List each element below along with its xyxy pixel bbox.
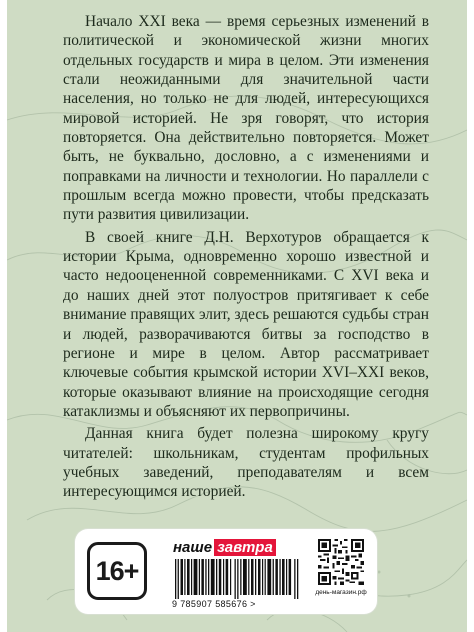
publisher-logo-part-1: наше [173, 539, 213, 556]
annotation-paragraph-2: В своей книге Д.Н. Верхотуров обращается к истории Крыма, одновременно хорошо известной и часто недооцененной современниками. С XVI века и до наших дней этот полуостров притягивает к себе внимание правящих элит, здесь решаются судьбы стран и людей, разворачиваются битвы за господство в регионе и мире в целом. Автор рассматривает ключевые события крымской истории XVI–XXI веков, которые оказывают влияние на происходящие сегодня катаклизмы и объясняют их первопричины. [63, 228, 429, 420]
annotation-text [63, 12, 429, 502]
age-rating-badge: 16+ [87, 542, 147, 600]
annotation-paragraph-1: Начало XXI века — время серьезных изменений в политической и экономической жизни многих отдельных государств и мира в целом. Эти изменения стали неожиданными для значительной части населения, но только не для людей, интересующихся мировой историей. Не зря говорят, что история повторяется. Она действительно повторяется. Может быть, не буквально, дословно, а с изменениями и поправками на личности и технологии. Но параллели с прошлым всегда можно провести, чтобы предсказать пути развития цивилизации. [63, 13, 429, 224]
annotation-paragraph-3: Данная книга будет полезна широкому кругу читателей: школьникам, студентам профильных учебных заведений, преподавателям и всем интересующимся историей. [63, 425, 429, 501]
qr-caption: день-магазин.рф [315, 589, 367, 596]
publisher-logo-part-2: завтра [214, 539, 276, 556]
qr-code-icon [318, 539, 364, 585]
footer-panel [75, 529, 377, 614]
barcode-icon [175, 559, 299, 599]
publisher-logo [173, 539, 276, 556]
isbn-digits: 9 785907 585676 > [172, 599, 256, 609]
